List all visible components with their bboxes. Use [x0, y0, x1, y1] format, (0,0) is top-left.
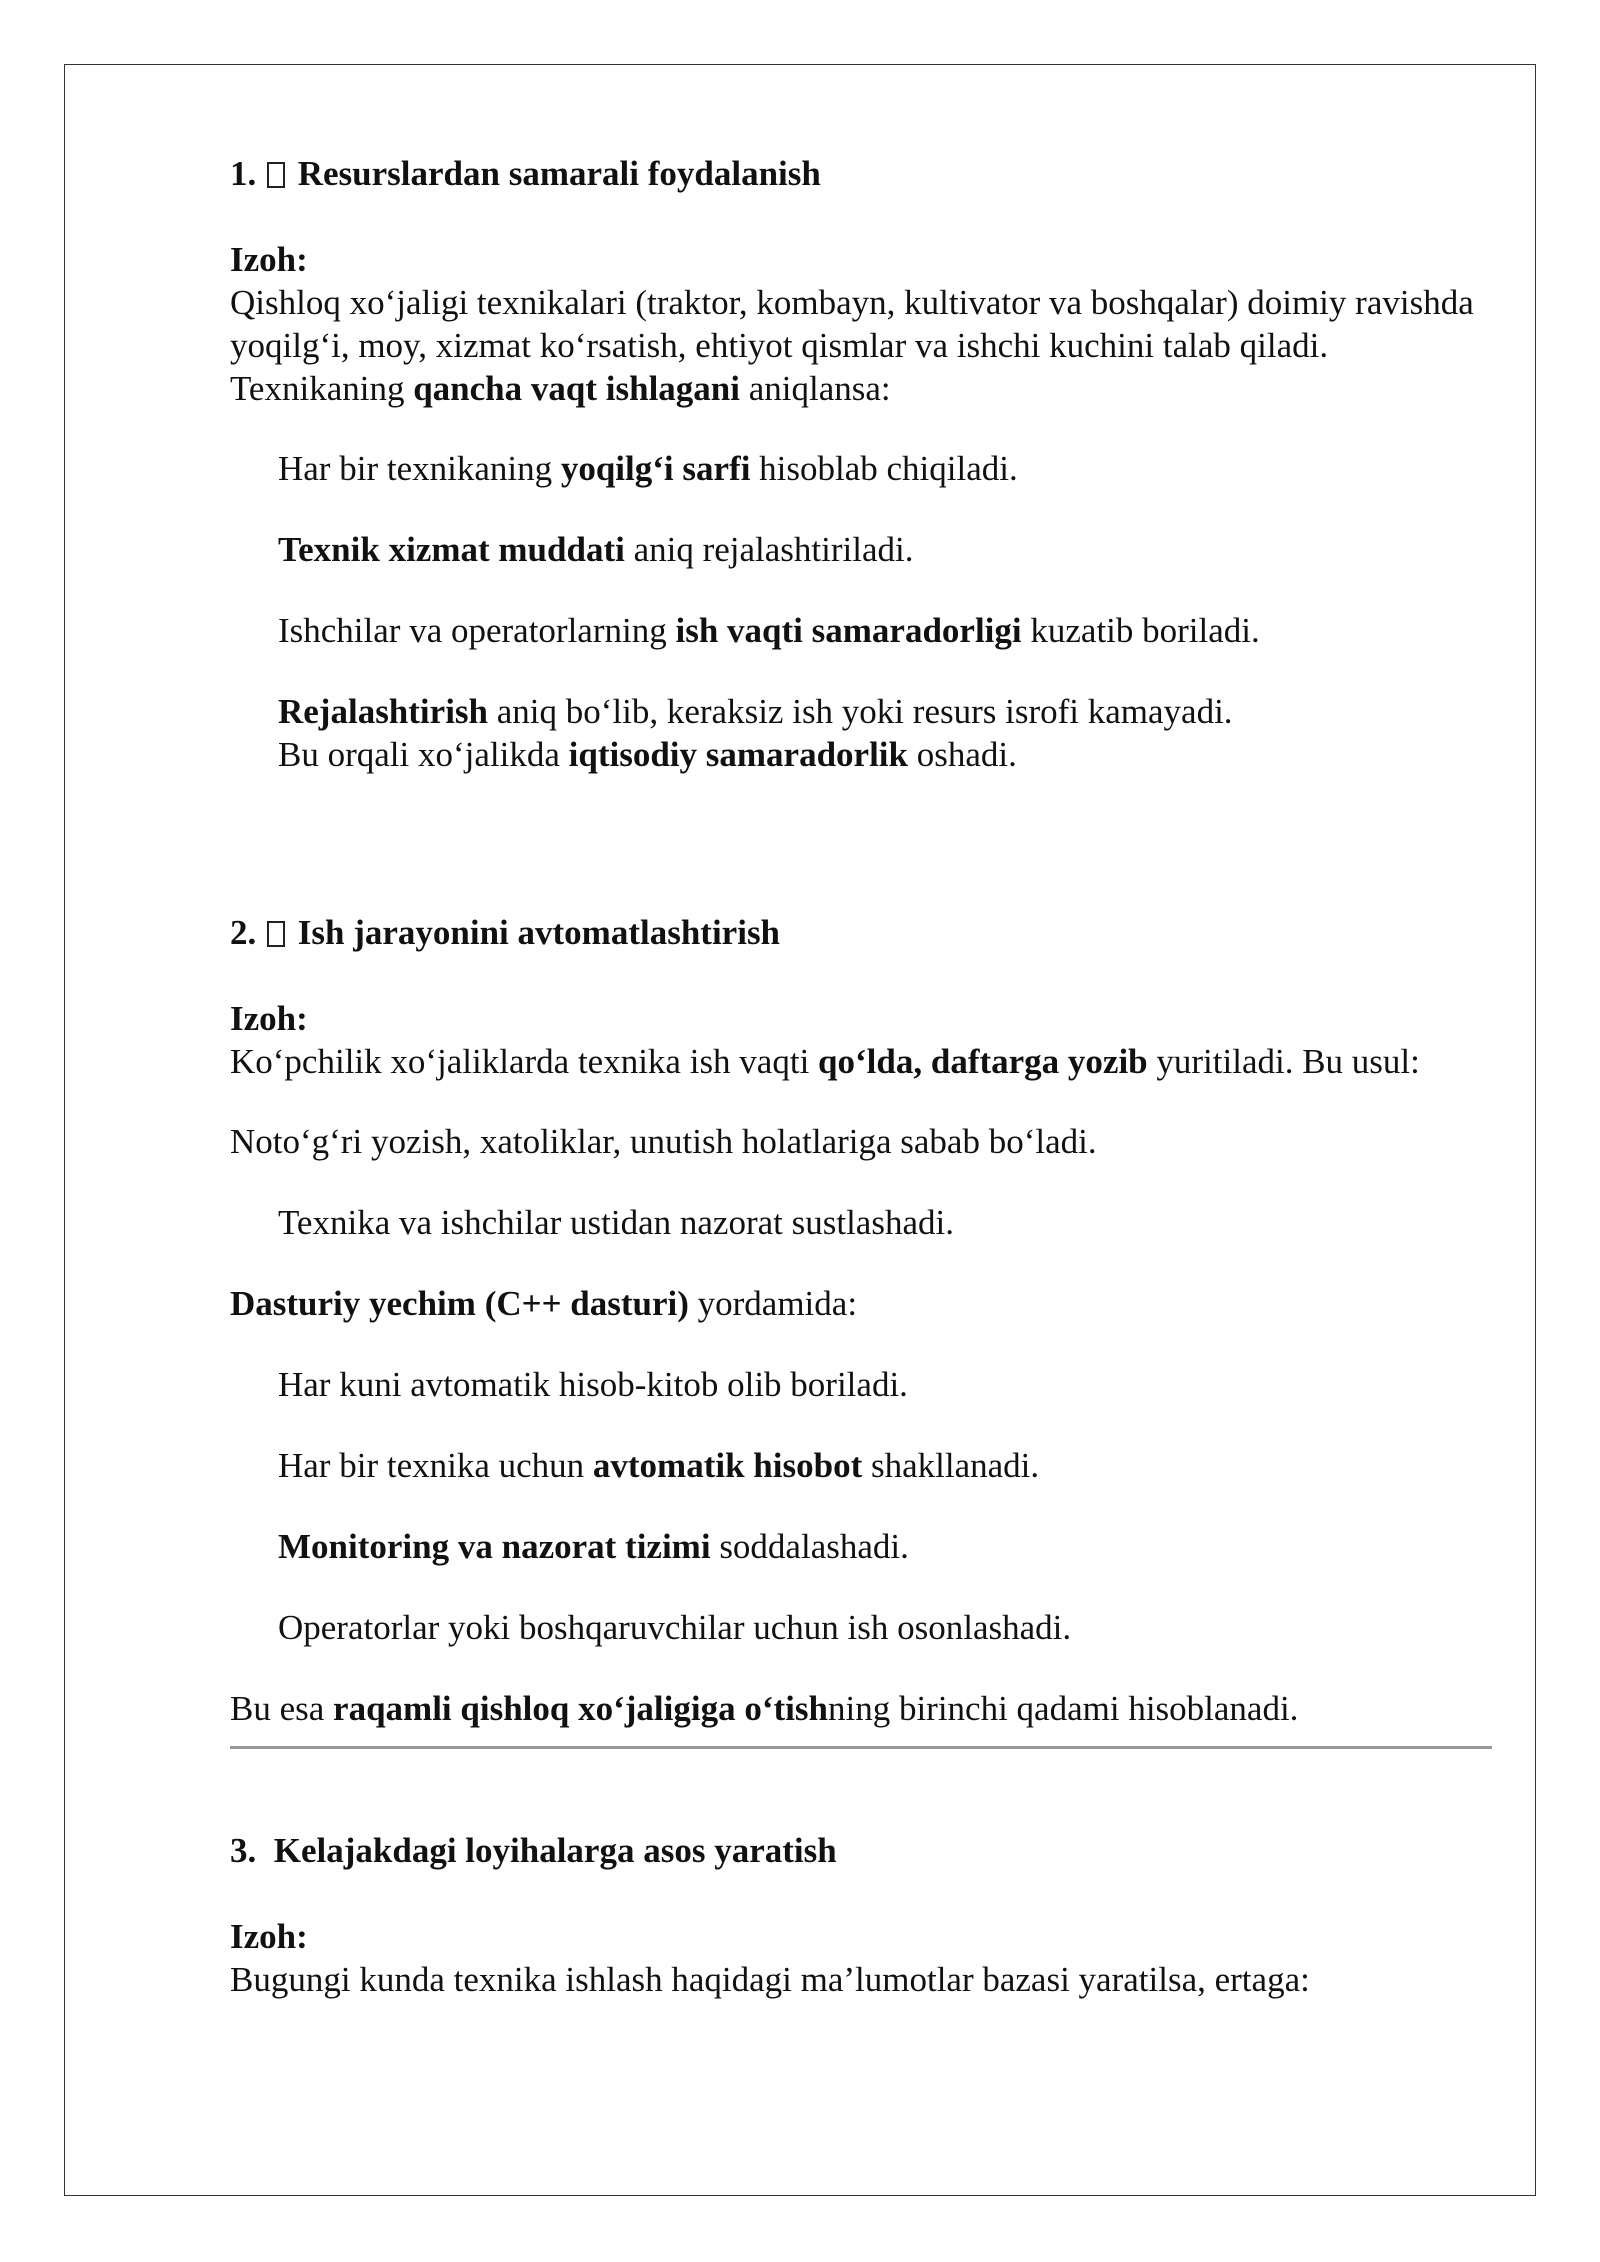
text-run: ning birinchi qadami hisoblanadi. [827, 1689, 1299, 1728]
section-title: Resurslardan samarali foydalanish [297, 154, 821, 193]
text-run: aniqlansa: [739, 369, 891, 408]
text-run: Har bir texnikaning [278, 449, 561, 488]
list-item: Texnika va ishchilar ustidan nazorat sustlashadi. [278, 1203, 954, 1242]
missing-glyph-icon [267, 921, 285, 947]
paragraph: Noto‘g‘ri yozish, xatoliklar, unutish holatlariga sabab bo‘ladi. [230, 1122, 1097, 1161]
text-run: Bu orqali xo‘jalikda [278, 735, 569, 774]
section-number: 2. [230, 913, 257, 952]
bold-run: Rejalashtirish [278, 692, 488, 731]
conclusion [230, 1687, 1490, 1730]
text-run: Operatorlar yoki boshqaruvchilar uchun ish osonlashadi. [278, 1608, 1072, 1647]
list-item [230, 1606, 1490, 1649]
text-run: aniq rejalashtiriladi. [624, 530, 914, 569]
list-item [230, 1525, 1490, 1568]
list-item [230, 528, 1490, 571]
izoh-label: Izoh: [230, 1917, 308, 1956]
section-title: Kelajakdagi loyihalarga asos yaratish [273, 1831, 837, 1870]
text-run: Bu esa [230, 1689, 334, 1728]
text-run: yuritiladi. Bu usul: [1147, 1042, 1420, 1081]
section-number: 3. [230, 1831, 257, 1870]
list-item [230, 733, 1490, 776]
text-run: hisoblab chiqiladi. [750, 449, 1018, 488]
izoh-label: Izoh: [230, 999, 308, 1038]
horizontal-rule [230, 1746, 1492, 1749]
list-item [230, 690, 1490, 733]
text-run: yordamida: [688, 1284, 858, 1323]
solution-line [230, 1282, 1490, 1325]
bold-run: Dasturiy yechim (C++ dasturi) [230, 1284, 689, 1323]
list-item [230, 447, 1490, 490]
section-3-heading [230, 1829, 1490, 1872]
text-run: aniq bo‘lib, keraksiz ish yoki resurs isrofi kamayadi. [488, 692, 1233, 731]
section-title: Ish jarayonini avtomatlashtirish [297, 913, 781, 952]
text-run: soddalashadi. [710, 1527, 909, 1566]
bold-run: Texnik xizmat muddati [278, 530, 625, 569]
section-1-intro [230, 281, 1490, 410]
section-2-intro [230, 1040, 1490, 1083]
text-run: Har kuni avtomatik hisob-kitob olib boriladi. [278, 1365, 908, 1404]
document-body [230, 152, 1490, 2001]
text-run: Ishchilar va operatorlarning [278, 611, 676, 650]
bold-run: iqtisodiy samaradorlik [568, 735, 908, 774]
bold-run: Monitoring va nazorat tizimi [278, 1527, 711, 1566]
bold-run: raqamli qishloq xo‘jaligiga o‘tish [333, 1689, 828, 1728]
text-run: Har bir texnika uchun [278, 1446, 593, 1485]
bold-run: yoqilg‘i sarfi [560, 449, 751, 488]
section-2-heading [230, 911, 1490, 954]
section-number: 1. [230, 154, 257, 193]
list-item [230, 1363, 1490, 1406]
missing-glyph-icon [267, 162, 285, 188]
text-run: Qishloq xo‘jaligi texnikalari (traktor, kombayn, kultivator va boshqalar) doimiy ravishda yoqilg‘i, moy, xizmat ko‘rsatish, ehtiyot qismlar va ishchi kuchini talab qiladi. Texnikaning [230, 283, 1474, 408]
list-item [230, 1444, 1490, 1487]
bold-run: ish vaqti samaradorligi [675, 611, 1022, 650]
text-run: shakllanadi. [862, 1446, 1040, 1485]
list-item [230, 609, 1490, 652]
text-run: oshadi. [908, 735, 1017, 774]
bold-run: qancha vaqt ishlagani [413, 369, 740, 408]
bold-run: avtomatik hisobot [592, 1446, 863, 1485]
section-1-heading [230, 152, 1490, 195]
section-3-intro: Bugungi kunda texnika ishlash haqidagi ma’lumotlar bazasi yaratilsa, ertaga: [230, 1960, 1310, 1999]
izoh-label: Izoh: [230, 240, 308, 279]
text-run: Ko‘pchilik xo‘jaliklarda texnika ish vaqti [230, 1042, 819, 1081]
text-run: kuzatib boriladi. [1021, 611, 1260, 650]
bold-run: qo‘lda, daftarga yozib [818, 1042, 1148, 1081]
